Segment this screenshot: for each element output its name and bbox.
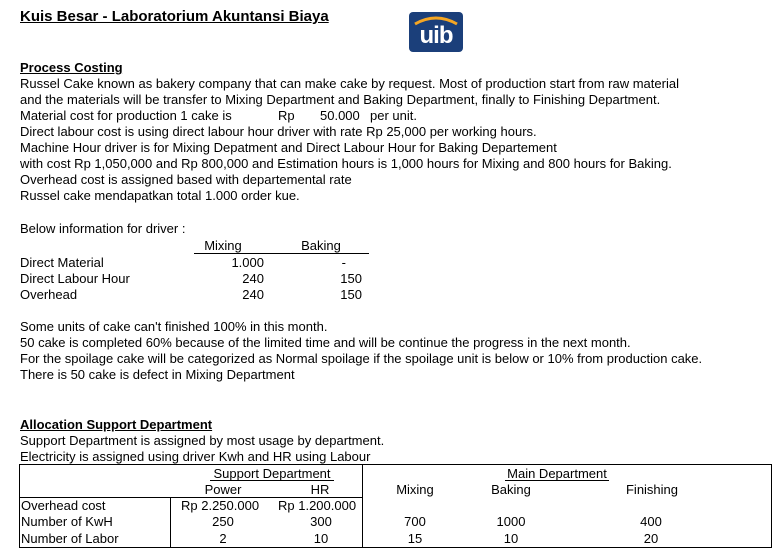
driver-intro: Below information for driver : (20, 221, 186, 236)
paragraph-line: Support Department is assigned by most usage by department. (20, 433, 385, 448)
cell-power: 2 (219, 531, 227, 546)
driver-header-rule (194, 253, 369, 254)
process-costing-heading: Process Costing (20, 60, 123, 75)
driver-row-baking: 150 (340, 287, 362, 302)
paragraph-line: Russel Cake known as bakery company that can make cake by request. Most of production start from raw material (20, 76, 679, 91)
col-finishing: Finishing (625, 482, 679, 497)
uib-logo (409, 12, 463, 52)
row-label: Number of KwH (21, 514, 113, 529)
cell-hr: Rp 1.200.000 (278, 498, 357, 513)
cell-mixing: 15 (407, 531, 423, 546)
cell-baking: 1000 (496, 514, 526, 529)
driver-row-label: Direct Labour Hour (20, 271, 130, 286)
paragraph-line: There is 50 cake is defect in Mixing Department (20, 367, 295, 382)
row-label: Overhead cost (21, 498, 106, 513)
paragraph-line: with cost Rp 1,050,000 and Rp 800,000 and Estimation hours is 1,000 hours for Mixing and 800 hours for Baking. (20, 156, 672, 171)
paragraph-line: Machine Hour driver is for Mixing Depatment and Direct Labour Hour for Baking Departement (20, 140, 557, 155)
driver-row-mixing: 240 (242, 287, 264, 302)
main-group-header: Main Department (507, 466, 607, 481)
paragraph-line: For the spoilage cake will be categorized as Normal spoilage if the spoilage unit is below or 10% from production cake. (20, 351, 703, 366)
paragraph-line: 50 cake is completed 60% because of the limited time and will be continue the progress in the next month. (20, 335, 631, 350)
cell-finishing: 20 (643, 531, 659, 546)
paragraph-line: Some units of cake can't finished 100% in this month. (20, 319, 328, 334)
paragraph-line: Direct labour cost is using direct labour hour driver with rate Rp 25,000 per working hours. (20, 124, 537, 139)
cell-mixing: 700 (404, 514, 426, 529)
driver-row-mixing: 240 (242, 271, 264, 286)
material-cost-label: Material cost for production 1 cake is (20, 108, 232, 123)
paragraph-line: Electricity is assigned using driver Kwh and HR using Labour (20, 449, 371, 464)
driver-row-mixing: 1.000 (231, 255, 264, 270)
allocation-heading: Allocation Support Department (20, 417, 213, 432)
cell-hr: 10 (313, 531, 329, 546)
paragraph-line: Overhead cost is assigned based with departemental rate (20, 172, 352, 187)
driver-row-baking: 150 (340, 271, 362, 286)
cell-finishing: 400 (640, 514, 662, 529)
driver-col-mixing: Mixing (204, 238, 242, 253)
driver-row-label: Direct Material (20, 255, 104, 270)
page-title: Kuis Besar - Laboratorium Akuntansi Biaya (20, 8, 329, 25)
col-power: Power (204, 482, 242, 497)
allocation-group-divider (362, 464, 363, 548)
logo-text: uib (419, 22, 453, 49)
material-cost-line (20, 108, 679, 124)
process-costing-section (20, 60, 679, 204)
cell-power: 250 (212, 514, 234, 529)
material-amount: 50.000 (320, 108, 360, 123)
col-mixing: Mixing (396, 482, 434, 497)
col-baking: Baking (491, 482, 531, 497)
cell-hr: 300 (310, 514, 332, 529)
support-group-header: Support Department (213, 466, 331, 481)
paragraph-line: Russel cake mendapatkan total 1.000 order kue. (20, 188, 300, 203)
driver-row-baking: - (341, 255, 346, 270)
col-hr: HR (310, 482, 330, 497)
spoilage-section (20, 319, 702, 383)
material-unit: per unit. (370, 108, 417, 123)
allocation-label-divider (170, 497, 171, 548)
material-currency: Rp (278, 108, 295, 123)
driver-row-label: Overhead (20, 287, 78, 302)
cell-power: Rp 2.250.000 (181, 498, 260, 513)
allocation-section (20, 417, 384, 465)
row-label: Number of Labor (21, 531, 119, 546)
cell-baking: 10 (503, 531, 519, 546)
driver-col-baking: Baking (301, 238, 341, 253)
paragraph-line: and the materials will be transfer to Mixing Department and Baking Department, finally to Finishing Department. (20, 92, 661, 107)
